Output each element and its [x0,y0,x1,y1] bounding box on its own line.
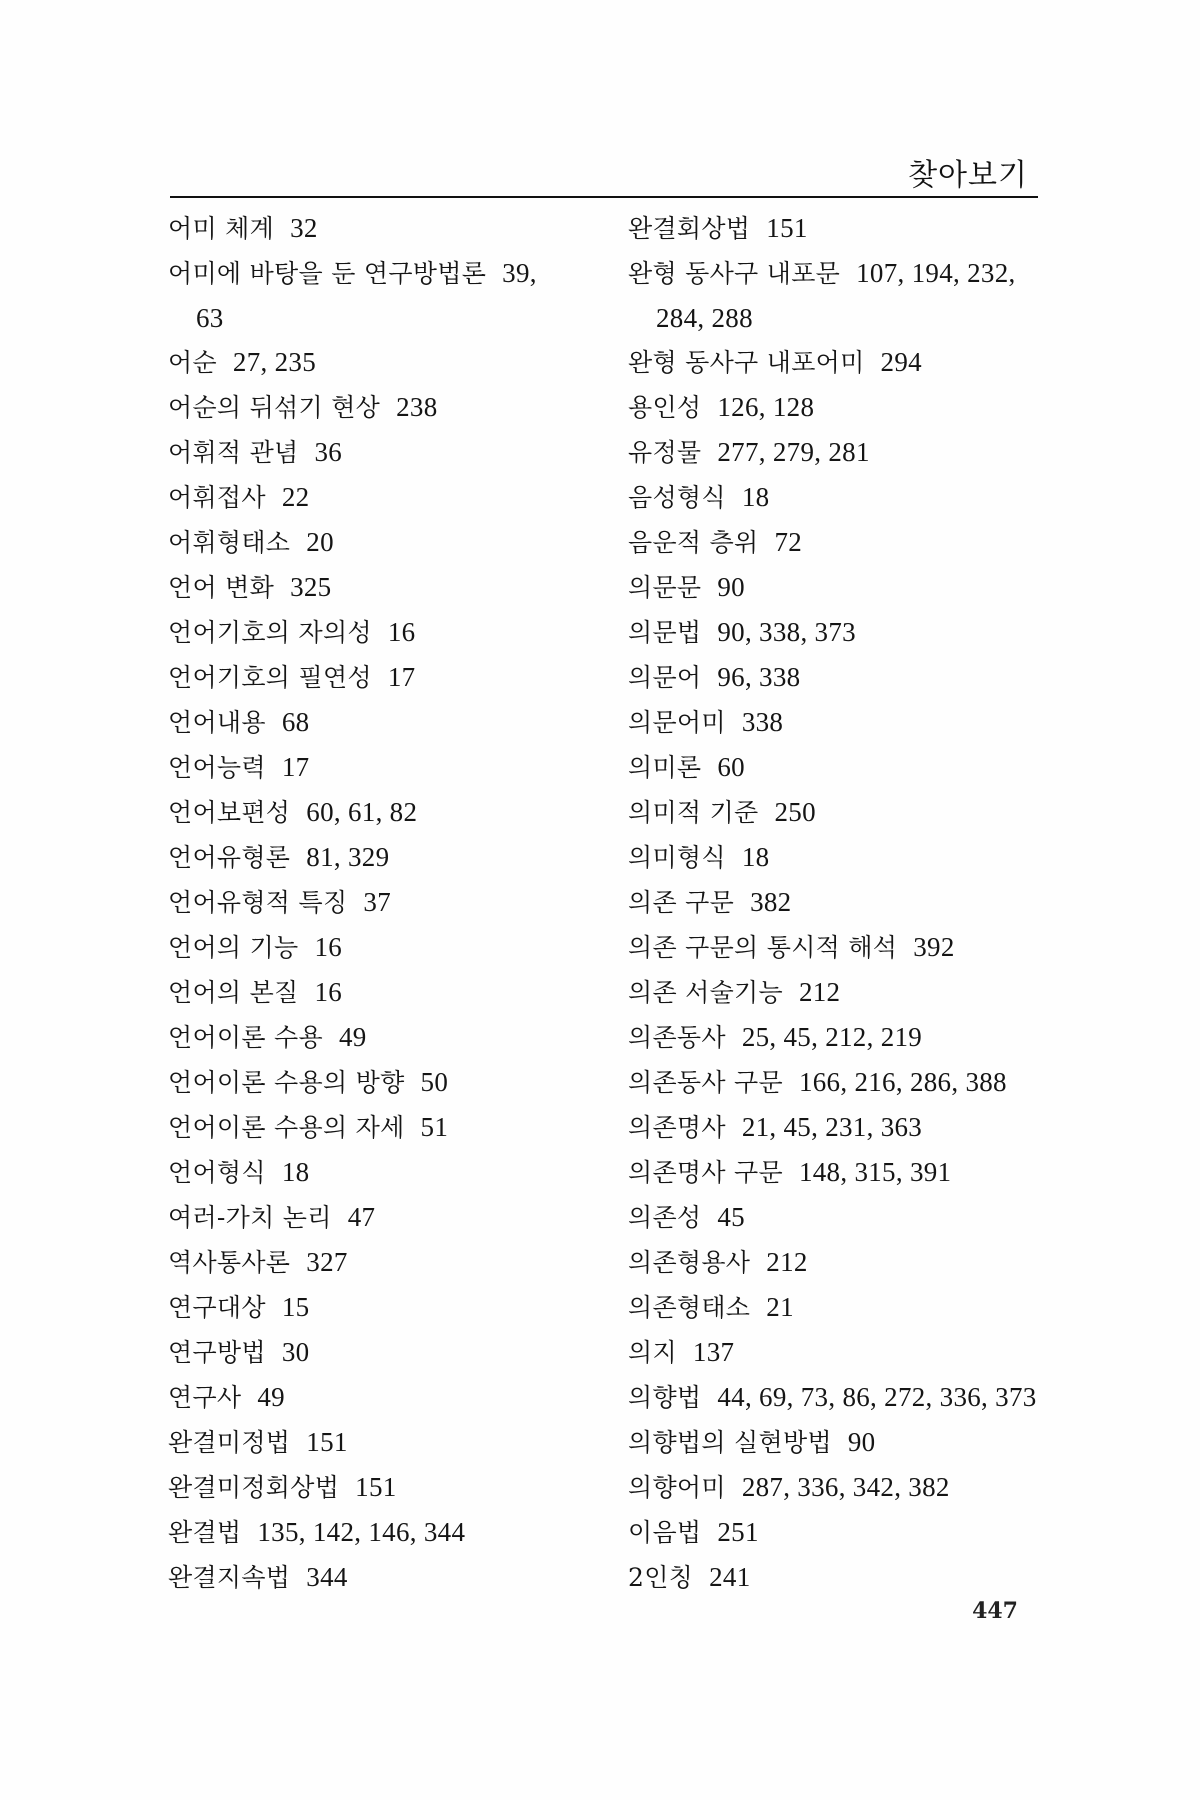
index-entry [168,970,598,1015]
index-entry [628,790,1048,835]
index-term: 의문법 [628,618,702,647]
index-entry [168,206,598,251]
index-entry [168,1510,598,1555]
index-page-refs: 25, 45, 212, 219 [741,1022,923,1052]
index-term: 완형 동사구 내포어미 [628,348,865,377]
index-term: 완결법 [168,1518,242,1547]
index-term: 어미 체계 [168,214,275,243]
index-entry [168,1285,598,1330]
index-page-refs: 32 [290,213,318,243]
index-entry [168,610,598,655]
index-term: 의향법 [628,1383,702,1412]
index-entry [628,206,1048,251]
index-entry [168,430,598,475]
index-term: 어순의 뒤섞기 현상 [168,393,381,422]
index-page-refs: 238 [396,392,438,422]
index-entry [168,475,598,520]
index-page-refs: 50 [420,1067,449,1097]
index-entry [628,1105,1048,1150]
index-entry [628,430,1048,475]
index-term: 의미론 [628,753,702,782]
index-column-left [168,206,598,1600]
index-entry [168,1240,598,1285]
index-page-refs: 90, 338, 373 [717,617,856,647]
running-header: 찾아보기 [908,158,1028,193]
index-entry [628,385,1048,430]
index-term: 의존동사 구문 [628,1068,783,1097]
index-entry [628,1330,1048,1375]
index-term: 의존성 [628,1203,702,1232]
index-page-refs: 294 [880,347,922,377]
index-page-refs: 15 [281,1292,310,1322]
index-term: 의향어미 [628,1473,726,1502]
index-page-refs: 21 [766,1292,794,1322]
index-page-refs: 16 [314,977,343,1007]
index-entry [168,1150,598,1195]
index-entry [168,251,598,340]
index-term: 의향법의 실현방법 [628,1428,832,1457]
index-entry [628,1060,1048,1105]
index-page-refs: 16 [314,932,343,962]
index-entry [628,520,1048,565]
index-page-refs: 44, 69, 73, 86, 272, 336, 373 [717,1382,1037,1412]
index-entry [628,565,1048,610]
index-page-refs: 338 [741,707,784,737]
index-entry [628,835,1048,880]
index-page-refs: 60 [717,752,745,782]
index-term: 어휘형태소 [168,528,291,557]
index-term: 여러-가치 논리 [168,1203,332,1232]
index-entry [628,1555,1048,1600]
index-term: 언어이론 수용의 자세 [168,1113,405,1142]
index-term: 의존명사 [628,1113,726,1142]
index-entry [628,1465,1048,1510]
index-page-refs: 90 [847,1427,876,1457]
index-page-refs: 21, 45, 231, 363 [741,1112,923,1142]
index-page-refs: 16 [387,617,416,647]
index-page-refs: 60, 61, 82 [306,797,418,827]
index-page-refs: 151 [306,1427,348,1457]
index-page-refs: 49 [257,1382,285,1412]
index-entry [168,1375,598,1420]
index-term: 언어기호의 자의성 [168,618,372,647]
index-entry [628,1420,1048,1465]
index-entry [168,790,598,835]
index-entry [628,655,1048,700]
index-entry [628,1510,1048,1555]
index-term: 음운적 층위 [628,528,759,557]
index-page-refs: 49 [338,1022,367,1052]
index-entry [628,925,1048,970]
index-entry [168,700,598,745]
index-term: 2인칭 [628,1563,694,1592]
index-term: 언어능력 [168,753,266,782]
index-entry [168,1465,598,1510]
index-page-refs: 96, 338 [717,662,801,692]
index-entry [168,745,598,790]
index-entry [628,1195,1048,1240]
index-entry [168,1195,598,1240]
index-entry [168,385,598,430]
index-entry [628,700,1048,745]
index-term: 의지 [628,1338,677,1367]
index-entry [168,565,598,610]
index-term: 완결지속법 [168,1563,291,1592]
index-entry [628,970,1048,1015]
index-page-refs: 277, 279, 281 [717,437,870,467]
index-term: 언어의 본질 [168,978,299,1007]
index-entry [628,1375,1048,1420]
index-page-refs: 241 [709,1562,751,1592]
index-page-refs: 18 [741,842,770,872]
index-page-refs: 17 [281,752,310,782]
index-term: 어순 [168,348,217,377]
index-term: 완결회상법 [628,214,751,243]
index-entry [168,340,598,385]
index-page-refs: 39, [502,258,537,288]
index-term: 완결미정법 [168,1428,291,1457]
index-term: 어휘접사 [168,483,266,512]
index-page-refs: 18 [281,1157,310,1187]
index-term: 완결미정회상법 [168,1473,340,1502]
index-page-refs: 148, 315, 391 [798,1157,952,1187]
index-page-refs: 68 [281,707,310,737]
index-page-refs: 17 [387,662,416,692]
index-page-refs: 287, 336, 342, 382 [741,1472,950,1502]
index-term: 의존 구문 [628,888,735,917]
index-page-refs-continued: 284, 288 [656,303,753,333]
index-term: 의존 구문의 통시적 해석 [628,933,898,962]
index-page-refs: 22 [281,482,310,512]
index-term: 용인성 [628,393,702,422]
index-page-refs: 135, 142, 146, 344 [257,1517,466,1547]
index-term: 언어유형론 [168,843,291,872]
index-page-refs: 392 [913,932,955,962]
index-page-refs: 27, 235 [232,347,317,377]
index-page-refs: 250 [774,797,816,827]
index-term: 의미형식 [628,843,726,872]
index-entry [168,655,598,700]
index-page-refs: 36 [314,437,343,467]
index-term: 의존형용사 [628,1248,751,1277]
index-term: 언어이론 수용 [168,1023,323,1052]
index-page-refs: 325 [290,572,332,602]
index-entry [168,880,598,925]
index-term: 유정물 [628,438,702,467]
index-page-refs: 137 [692,1337,735,1367]
index-page-refs: 151 [355,1472,397,1502]
index-entry [628,475,1048,520]
index-term: 언어보편성 [168,798,291,827]
index-term: 의미적 기준 [628,798,759,827]
index-term: 이음법 [628,1518,702,1547]
index-page-refs: 107, 194, 232, [856,258,1016,288]
index-page-refs: 212 [798,977,841,1007]
index-entry [628,1240,1048,1285]
index-page-refs: 151 [766,213,808,243]
index-term: 연구대상 [168,1293,266,1322]
index-entry [628,340,1048,385]
index-page-refs: 344 [306,1562,348,1592]
index-term: 의문문 [628,573,702,602]
index-entry [628,610,1048,655]
index-page-refs: 126, 128 [717,392,815,422]
index-page-refs: 51 [420,1112,449,1142]
index-term: 의문어 [628,663,702,692]
index-page-refs: 382 [750,887,792,917]
index-term: 언어의 기능 [168,933,299,962]
index-entry [628,880,1048,925]
index-term: 의존형태소 [628,1293,751,1322]
index-term: 어미에 바탕을 둔 연구방법론 [168,259,487,288]
index-page-refs: 20 [306,527,334,557]
index-term: 연구사 [168,1383,242,1412]
index-entry [168,520,598,565]
index-entry [168,1105,598,1150]
index-column-right [628,206,1048,1600]
index-term: 음성형식 [628,483,726,512]
index-term: 어휘적 관념 [168,438,299,467]
index-page-refs: 166, 216, 286, 388 [798,1067,1007,1097]
header-rule [170,196,1038,198]
index-page-refs: 251 [717,1517,759,1547]
index-page-refs: 327 [306,1247,348,1277]
index-entry [628,1015,1048,1060]
page-number: 447 [972,1598,1018,1624]
index-term: 의존동사 [628,1023,726,1052]
index-page-refs: 37 [363,887,392,917]
index-term: 언어 변화 [168,573,275,602]
index-page-refs: 72 [774,527,803,557]
index-page-refs: 45 [717,1202,745,1232]
index-page-refs: 81, 329 [306,842,390,872]
index-entry [628,1150,1048,1195]
index-entry [628,1285,1048,1330]
index-entry [168,1015,598,1060]
index-entry [168,1555,598,1600]
index-term: 의존명사 구문 [628,1158,783,1187]
index-page-refs: 212 [766,1247,808,1277]
index-entry [168,1420,598,1465]
index-term: 언어내용 [168,708,266,737]
index-term: 언어유형적 특징 [168,888,348,917]
index-page-refs: 30 [281,1337,310,1367]
index-term: 의존 서술기능 [628,978,783,1007]
index-entry [168,835,598,880]
index-term: 언어기호의 필연성 [168,663,372,692]
index-term: 언어이론 수용의 방향 [168,1068,405,1097]
index-entry [628,745,1048,790]
index-page-refs: 18 [741,482,770,512]
index-page-refs: 47 [347,1202,376,1232]
index-term: 의문어미 [628,708,726,737]
index-term: 언어형식 [168,1158,266,1187]
index-entry [168,1060,598,1105]
index-page-refs-continued: 63 [196,303,224,333]
index-entry [628,251,1048,340]
index-term: 역사통사론 [168,1248,291,1277]
index-entry [168,1330,598,1375]
index-page-refs: 90 [717,572,745,602]
index-term: 완형 동사구 내포문 [628,259,841,288]
index-entry [168,925,598,970]
index-term: 연구방법 [168,1338,266,1367]
